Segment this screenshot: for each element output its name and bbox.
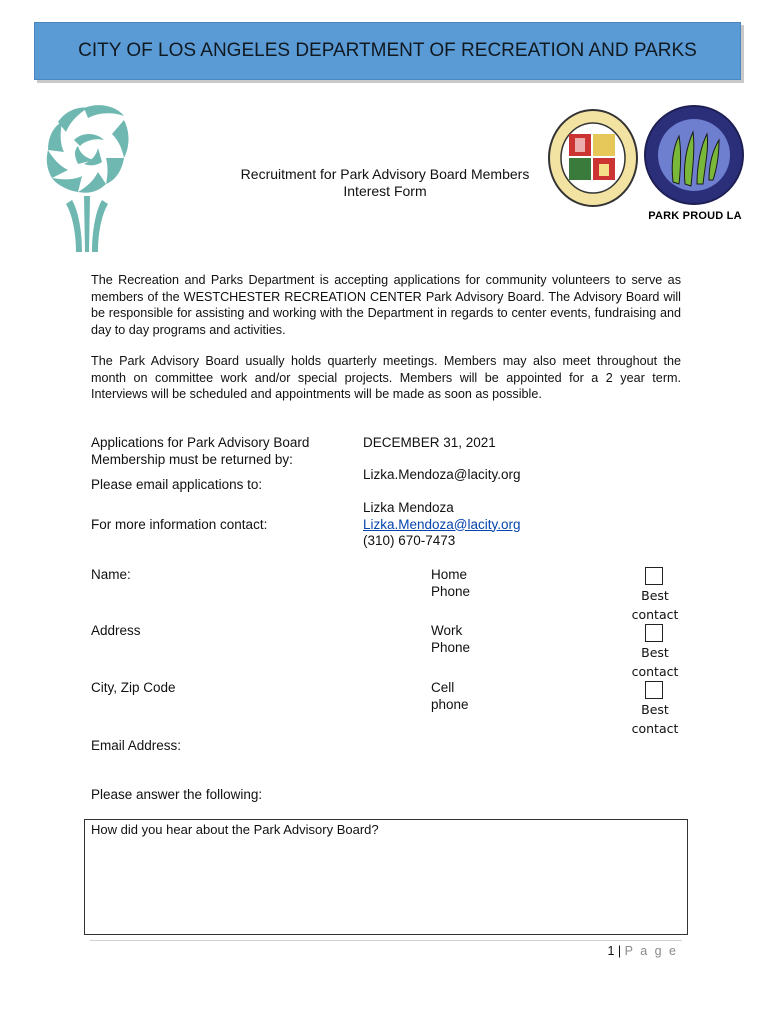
- banner-title: CITY OF LOS ANGELES DEPARTMENT OF RECREATION AND PARKS: [78, 40, 697, 61]
- deadline-label-line1: Applications for Park Advisory Board: [91, 435, 310, 450]
- best-contact-home-line1: Best: [641, 588, 669, 603]
- form-title: [220, 166, 550, 200]
- question-1-answer-box[interactable]: [84, 819, 688, 935]
- best-contact-cell-label: [625, 700, 685, 738]
- intro-paragraph-2: The Park Advisory Board usually holds quarterly meetings. Members may also meet throughout the month on committee work and/or special projects. Members will be appointed for a 2 year term. Interviews will be scheduled and appointments will be made as soon as possible.: [91, 354, 681, 401]
- best-contact-cell-checkbox[interactable]: [645, 681, 663, 699]
- cell-phone-label-line1: Cell: [431, 680, 455, 695]
- best-contact-home-label: [625, 586, 685, 624]
- intro-paragraph-1: The Recreation and Parks Department is accepting applications for community volunteers to serve as members of the WESTCHESTER RECREATION CENTER Park Advisory Board. The Advisory Board will be responsible for assisting and working with the Department in regards to center events, fundraising and day to day programs and activities.: [91, 273, 681, 337]
- email-applications-label: Please email applications to:: [91, 477, 263, 492]
- work-phone-label-line1: Work: [431, 623, 463, 638]
- best-contact-work-checkbox[interactable]: [645, 624, 663, 642]
- work-phone-label: [431, 623, 470, 656]
- header-banner: [34, 22, 741, 80]
- name-field-label: Name:: [91, 567, 131, 582]
- home-phone-label-line1: Home: [431, 567, 468, 582]
- best-contact-cell-line1: Best: [641, 702, 669, 717]
- cell-phone-label-line2: phone: [431, 696, 469, 712]
- question-1-text: How did you hear about the Park Advisory Board?: [91, 822, 379, 837]
- best-contact-work-label: [625, 643, 685, 681]
- dept-seal-icon: [643, 104, 745, 206]
- best-contact-home-checkbox[interactable]: [645, 567, 663, 585]
- page-number-value: 1: [607, 944, 615, 958]
- contact-phone: (310) 670-7473: [363, 533, 456, 548]
- deadline-label: [91, 435, 309, 468]
- email-address-field-label: Email Address:: [91, 738, 182, 753]
- rap-logo-icon: [44, 100, 130, 255]
- best-contact-home-line2: contact: [631, 607, 679, 622]
- best-contact-work-line1: Best: [641, 645, 669, 660]
- questions-intro: Please answer the following:: [91, 787, 263, 802]
- work-phone-label-line2: Phone: [431, 639, 471, 655]
- contact-label: For more information contact:: [91, 517, 268, 532]
- city-seal-icon: [547, 108, 639, 208]
- page-number: [560, 944, 678, 958]
- contact-block: [363, 500, 521, 550]
- contact-name: Lizka Mendoza: [363, 500, 454, 515]
- home-phone-label: [431, 567, 470, 600]
- cell-phone-label: [431, 680, 469, 713]
- page-word: P a g e: [624, 944, 678, 958]
- home-phone-label-line2: Phone: [431, 583, 471, 599]
- page-number-separator: |: [614, 944, 625, 958]
- best-contact-work-line2: contact: [631, 664, 679, 679]
- city-zip-field-label: City, Zip Code: [91, 680, 176, 695]
- form-title-line1: Recruitment for Park Advisory Board Members: [240, 166, 530, 182]
- email-applications-value: Lizka.Mendoza@lacity.org: [363, 467, 521, 482]
- deadline-value: DECEMBER 31, 2021: [363, 435, 496, 450]
- park-proud-tagline: PARK PROUD LA: [648, 210, 742, 222]
- footer-divider: [90, 940, 682, 941]
- contact-email-link[interactable]: Lizka.Mendoza@lacity.org: [363, 516, 521, 532]
- best-contact-cell-line2: contact: [631, 721, 679, 736]
- deadline-label-line2: Membership must be returned by:: [91, 451, 293, 467]
- address-field-label: Address: [91, 623, 141, 638]
- form-title-line2: Interest Form: [343, 183, 427, 199]
